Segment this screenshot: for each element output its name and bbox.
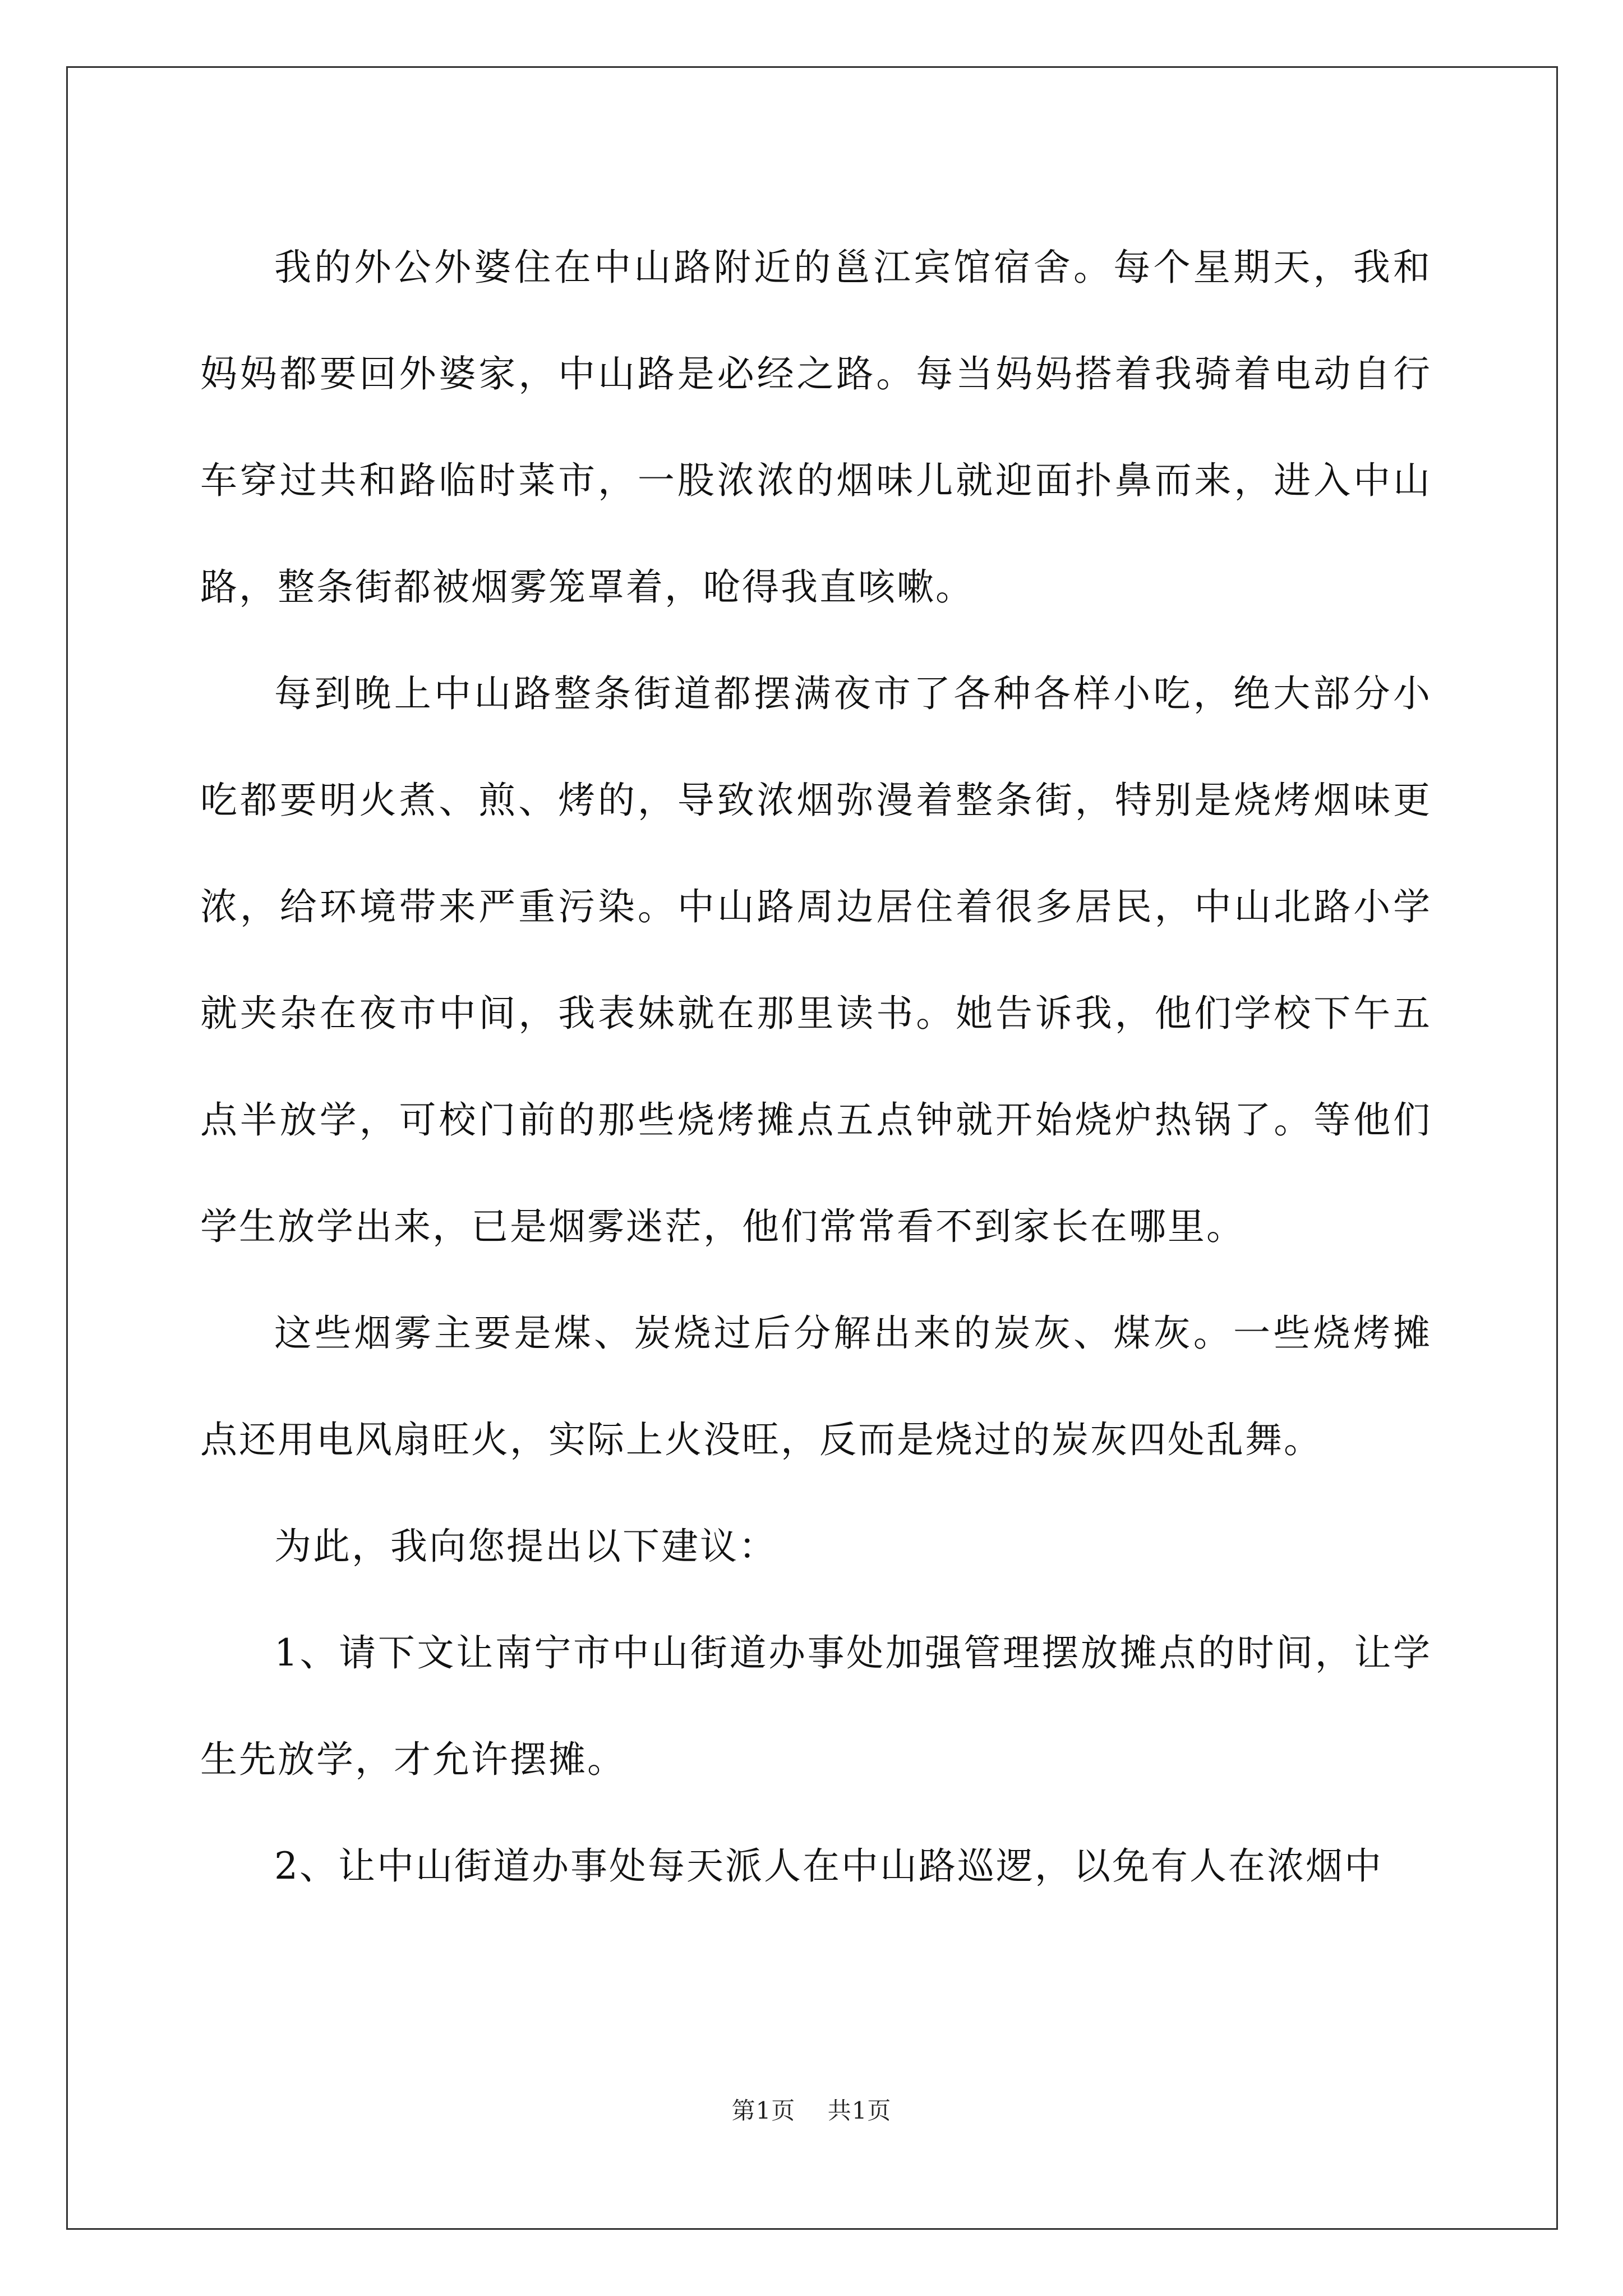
page-footer bbox=[0, 2092, 1623, 2126]
paragraph-1: 我的外公外婆住在中山路附近的邕江宾馆宿舍。每个星期天，我和妈妈都要回外婆家，中山路是必经之路。每当妈妈搭着我骑着电动自行车穿过共和路临时菜市，一股浓浓的烟味儿就迎面扑鼻而来，进入中山路，整条街都被烟雾笼罩着，呛得我直咳嗽。 bbox=[200, 246, 1432, 609]
document-body bbox=[200, 214, 1432, 1920]
paragraph-3: 这些烟雾主要是煤、炭烧过后分解出来的炭灰、煤灰。一些烧烤摊点还用电风扇旺火，实际上火没旺，反而是烧过的炭灰四处乱舞。 bbox=[200, 1312, 1432, 1461]
page-total: 共1页 bbox=[827, 2097, 892, 2124]
paragraph-2: 每到晚上中山路整条街道都摆满夜市了各种各样小吃，绝大部分小吃都要明火煮、煎、烤的，导致浓烟弥漫着整条街，特别是烧烤烟味更浓，给环境带来严重污染。中山路周边居住着很多居民，中山北路小学就夹杂在夜市中间，我表妹就在那里读书。她告诉我，他们学校下午五点半放学，可校门前的那些烧烤摊点五点钟就开始烧炉热锅了。等他们学生放学出来，已是烟雾迷茫，他们常常看不到家长在哪里。 bbox=[200, 672, 1432, 1248]
page-number: 第1页 bbox=[731, 2097, 796, 2124]
paragraph-6: 2、让中山街道办事处每天派人在中山路巡逻，以免有人在浓烟中 bbox=[274, 1844, 1383, 1888]
paragraph-4: 为此，我向您提出以下建议： bbox=[274, 1525, 777, 1568]
paragraph-5: 1、请下文让南宁市中山街道办事处加强管理摆放摊点的时间，让学生先放学，才允许摆摊。 bbox=[200, 1631, 1432, 1781]
